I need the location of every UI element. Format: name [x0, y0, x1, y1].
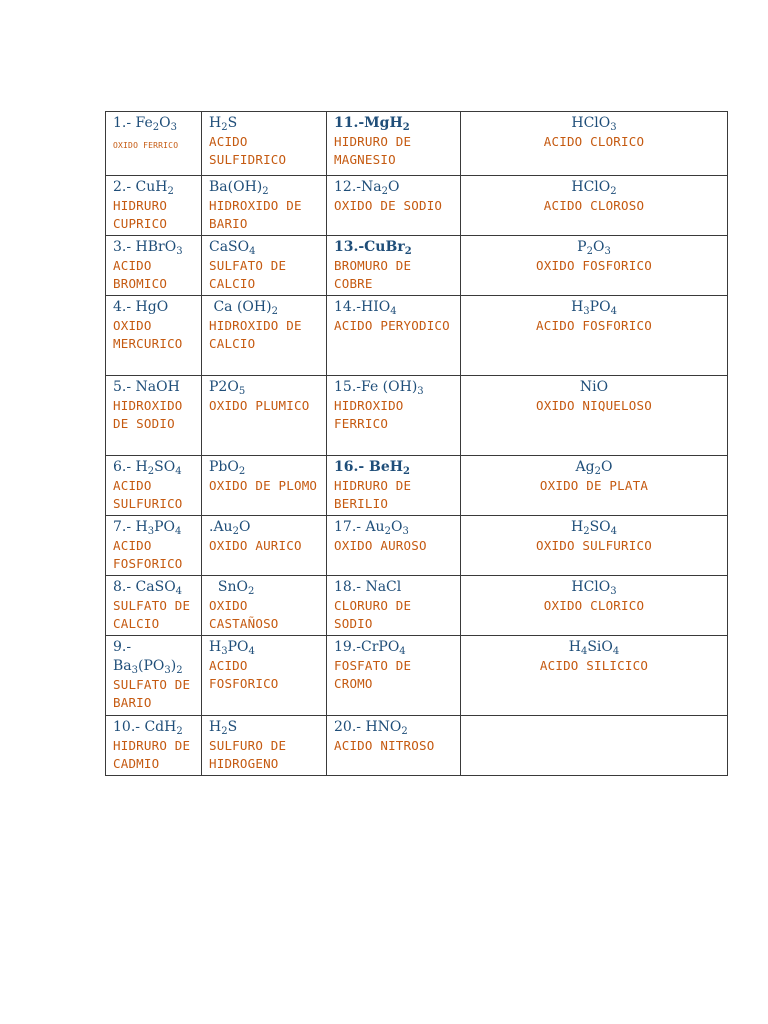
formula-text: H [571, 299, 584, 315]
formula-text: 17.- Au [334, 519, 385, 535]
formula-text: Ca (OH) [209, 299, 272, 315]
compound-cell [106, 516, 202, 576]
compound-name: HIDRURO DE BERILIO [334, 478, 412, 511]
compound-name: HIDROXIDO DE CALCIO [209, 318, 302, 351]
formula-text: 19.-CrPO [334, 639, 400, 655]
compound-formula [464, 298, 724, 317]
formula-subscript: 3 [221, 646, 228, 657]
compound-formula [209, 578, 323, 597]
formula-subscript: 2 [583, 526, 590, 537]
formula-text: .Au [209, 519, 233, 535]
formula-subscript: 2 [384, 526, 391, 537]
compound-cell [327, 516, 461, 576]
formula-subscript: 4 [580, 646, 588, 657]
compound-formula [209, 298, 323, 317]
formula-subscript: 2 [610, 186, 617, 197]
formula-text: SnO [209, 579, 248, 595]
formula-subscript: 2 [167, 186, 174, 197]
compound-name: ACIDO SILICICO [539, 658, 649, 673]
formula-subscript: 4 [175, 526, 182, 537]
compound-cell [106, 636, 202, 716]
compound-cell [327, 112, 461, 176]
compound-cell [461, 516, 728, 576]
compound-name: BROMURO DE COBRE [334, 258, 412, 291]
compound-name: ACIDO SULFURICO [113, 478, 183, 511]
compound-formula [209, 638, 323, 657]
compound-name: OXIDO AUROSO [334, 538, 427, 553]
formula-subscript: 3 [147, 526, 155, 537]
formula-subscript: 4 [610, 306, 617, 317]
compound-formula [334, 114, 457, 133]
compound-name: OXIDO CLORICO [543, 598, 645, 613]
formula-text: H [209, 115, 222, 131]
compound-name: OXIDO DE PLOMO [209, 478, 318, 493]
compound-cell [461, 176, 728, 236]
formula-subscript: 4 [175, 466, 182, 477]
compound-name: ACIDO CLOROSO [543, 198, 645, 213]
formula-subscript: 2 [381, 186, 388, 197]
compound-formula [113, 458, 198, 477]
compound-cell [106, 236, 202, 296]
formula-text: PO [154, 519, 176, 535]
formula-subscript: 2 [232, 526, 239, 537]
compound-cell [106, 376, 202, 456]
compound-cell [202, 176, 327, 236]
formula-subscript: 2 [238, 466, 246, 477]
compound-formula [209, 114, 323, 133]
formula-text: Ba(OH) [209, 179, 263, 195]
compound-formula [334, 298, 457, 317]
formula-text: 10.- CdH [113, 719, 177, 735]
compound-cell [327, 376, 461, 456]
compound-cell [202, 636, 327, 716]
compound-formula [334, 458, 457, 477]
compound-formula [209, 718, 323, 737]
nomenclature-table-body [106, 112, 728, 776]
compound-formula [464, 378, 724, 397]
formula-text: PO [227, 639, 249, 655]
formula-text: SO [154, 459, 176, 475]
compound-cell [202, 716, 327, 776]
compound-name: SULFATO DE CALCIO [113, 598, 191, 631]
formula-text: P [577, 239, 587, 255]
compound-name: OXIDO DE SODIO [334, 198, 443, 213]
compound-cell [202, 296, 327, 376]
compound-name: OXIDO DE PLATA [539, 478, 649, 493]
compound-formula [464, 238, 724, 257]
formula-subscript: 3 [583, 306, 590, 317]
formula-subscript: 2 [221, 122, 228, 133]
formula-subscript: 2 [402, 122, 410, 133]
formula-subscript: 2 [586, 246, 593, 257]
formula-text: SiO [587, 639, 613, 655]
formula-text: O [238, 519, 251, 535]
compound-cell [327, 296, 461, 376]
formula-text: 12.-Na [334, 179, 382, 195]
formula-subscript: 3 [610, 586, 617, 597]
compound-name: HIDRURO CUPRICO [113, 198, 168, 231]
formula-subscript: 4 [175, 586, 183, 597]
compound-cell [461, 296, 728, 376]
compound-formula [334, 238, 457, 257]
compound-cell [327, 456, 461, 516]
formula-subscript: 2 [152, 122, 160, 133]
compound-cell [327, 236, 461, 296]
formula-text: SO [589, 519, 611, 535]
formula-subscript: 2 [262, 186, 269, 197]
formula-subscript: 2 [404, 246, 412, 257]
table-row [106, 716, 728, 776]
formula-subscript: 4 [610, 526, 618, 537]
compound-name: ACIDO FOSFORICO [536, 318, 652, 333]
compound-name: CLORURO DE SODIO [334, 598, 412, 631]
compound-cell [461, 576, 728, 636]
formula-text: 8.- CaSO [113, 579, 176, 595]
compound-formula [209, 458, 323, 477]
table-row [106, 516, 728, 576]
compound-formula [334, 518, 457, 537]
formula-text: 11.-MgH [334, 115, 403, 131]
compound-name: OXIDO SULFURICO [536, 538, 652, 553]
table-row [106, 456, 728, 516]
formula-text: ) [170, 658, 177, 674]
compound-formula [464, 638, 724, 657]
compound-cell [327, 576, 461, 636]
formula-subscript: 3 [164, 665, 171, 676]
formula-subscript: 3 [417, 386, 424, 397]
compound-formula [113, 718, 198, 737]
compound-formula [113, 178, 198, 197]
compound-name: ACIDO FOSFORICO [209, 658, 279, 691]
compound-formula [113, 298, 198, 317]
compound-name: ACIDO CLORICO [543, 134, 645, 149]
formula-subscript: 4 [249, 246, 256, 257]
formula-text: PO [589, 299, 611, 315]
compound-name: ACIDO PERYODICO [334, 318, 450, 333]
formula-text: 7.- H [113, 519, 148, 535]
formula-text: 20.- HNO [334, 719, 402, 735]
table-row [106, 636, 728, 716]
formula-text: 18.- NaCl [334, 579, 402, 595]
formula-subscript: 2 [221, 726, 228, 737]
formula-text: 9.- [113, 639, 132, 655]
formula-text: Ba [113, 658, 132, 674]
formula-subscript: 4 [248, 646, 255, 657]
formula-text: 1.- Fe [113, 115, 153, 131]
compound-cell [461, 376, 728, 456]
formula-subscript: 2 [401, 726, 408, 737]
compound-name: ACIDO NITROSO [334, 738, 435, 753]
formula-subscript: 3 [402, 526, 409, 537]
compound-cell [327, 176, 461, 236]
compound-name: SULFURO DE HIDROGENO [209, 738, 287, 771]
compound-cell [202, 376, 327, 456]
compound-name: ACIDO BROMICO [113, 258, 168, 291]
compound-cell [461, 112, 728, 176]
compound-name: HIDROXIDO DE SODIO [113, 398, 183, 431]
formula-subscript: 2 [594, 466, 601, 477]
compound-cell [106, 176, 202, 236]
formula-subscript: 3 [610, 122, 617, 133]
formula-subscript: 4 [390, 306, 397, 317]
compound-cell [461, 636, 728, 716]
formula-subscript: 3 [131, 665, 139, 676]
formula-text: O [387, 179, 400, 195]
compound-name: FOSFATO DE CROMO [334, 658, 412, 691]
compound-cell [106, 576, 202, 636]
compound-formula [113, 578, 198, 597]
compound-name: SULFATO DE BARIO [113, 677, 191, 710]
compound-formula [464, 578, 724, 597]
formula-text: O [159, 115, 171, 131]
compound-cell [461, 456, 728, 516]
formula-subscript: 5 [238, 386, 246, 397]
formula-text: 5.- NaOH [113, 379, 180, 395]
compound-name: OXIDO FOSFORICO [536, 258, 652, 273]
formula-subscript: 2 [271, 306, 278, 317]
formula-text: 4.- HgO [113, 299, 169, 315]
compound-formula [334, 638, 457, 657]
compound-name: HIDRURO DE CADMIO [113, 738, 191, 771]
compound-cell [106, 112, 202, 176]
formula-text: O [592, 239, 605, 255]
formula-text: 2.- CuH [113, 179, 168, 195]
compound-formula [464, 178, 724, 197]
compound-formula [209, 518, 323, 537]
formula-text: H [568, 639, 581, 655]
formula-text: 15.-Fe (OH) [334, 379, 418, 395]
compound-formula [464, 518, 724, 537]
nomenclature-table [105, 111, 728, 776]
compound-formula [113, 518, 198, 537]
formula-subscript: 2 [176, 726, 183, 737]
compound-cell [106, 716, 202, 776]
formula-subscript: 2 [248, 586, 255, 597]
table-row [106, 576, 728, 636]
formula-text: H [570, 519, 584, 535]
formula-subscript: 4 [399, 646, 406, 657]
compound-formula [113, 238, 198, 257]
compound-cell [461, 716, 728, 776]
compound-name: OXIDO FERRICO [113, 141, 179, 150]
table-row [106, 296, 728, 376]
compound-cell [202, 236, 327, 296]
compound-name: OXIDO AURICO [209, 538, 302, 553]
formula-subscript: 2 [176, 665, 183, 676]
compound-name: OXIDO NIQUELOSO [536, 398, 652, 413]
formula-text: S [227, 115, 238, 131]
compound-formula [334, 178, 457, 197]
compound-name: OXIDO PLUMICO [209, 398, 310, 413]
formula-text: NiO [579, 379, 609, 395]
compound-formula [113, 638, 198, 676]
formula-text: P2O [209, 379, 239, 395]
compound-name: HIDROXIDO DE BARIO [209, 198, 302, 231]
table-row [106, 236, 728, 296]
formula-text: HClO [571, 179, 611, 195]
formula-text: 3.- HBrO [113, 239, 177, 255]
formula-text: (PO [138, 658, 165, 674]
formula-subscript: 2 [147, 466, 155, 477]
compound-name: OXIDO MERCURICO [113, 318, 183, 351]
table-row [106, 112, 728, 176]
compound-formula [209, 378, 323, 397]
formula-text: O [390, 519, 403, 535]
table-row [106, 376, 728, 456]
compound-cell [202, 576, 327, 636]
formula-subscript: 3 [176, 246, 183, 257]
compound-cell [202, 456, 327, 516]
formula-text: CaSO [209, 239, 250, 255]
compound-name: SULFATO DE CALCIO [209, 258, 287, 291]
compound-cell [202, 516, 327, 576]
compound-cell [327, 716, 461, 776]
compound-name: OXIDO CASTAÑOSO [209, 598, 279, 631]
compound-formula [464, 458, 724, 477]
compound-cell [106, 456, 202, 516]
compound-formula [113, 378, 198, 397]
compound-cell [106, 296, 202, 376]
formula-text: S [227, 719, 238, 735]
compound-formula [113, 114, 198, 133]
compound-name: ACIDO SULFIDRICO [209, 134, 287, 167]
compound-name: ACIDO FOSFORICO [113, 538, 183, 571]
compound-name: HIDROXIDO FERRICO [334, 398, 404, 431]
formula-text: HClO [571, 115, 611, 131]
compound-formula [334, 578, 457, 597]
formula-text: PbO [209, 459, 239, 475]
compound-formula [334, 718, 457, 737]
compound-formula [209, 238, 323, 257]
compound-formula [334, 378, 457, 397]
formula-text: Ag [575, 459, 595, 475]
formula-subscript: 3 [604, 246, 611, 257]
formula-text: H [209, 719, 222, 735]
formula-text: 16.- BeH [334, 459, 404, 475]
compound-cell [327, 636, 461, 716]
formula-text: O [600, 459, 613, 475]
compound-cell [461, 236, 728, 296]
compound-formula [209, 178, 323, 197]
formula-subscript: 4 [612, 646, 620, 657]
formula-text: H [209, 639, 222, 655]
compound-cell [202, 112, 327, 176]
formula-text: 14.-HIO [334, 299, 391, 315]
formula-text: 6.- H [113, 459, 148, 475]
formula-subscript: 3 [170, 122, 178, 133]
compound-formula [464, 114, 724, 133]
formula-text: HClO [571, 579, 611, 595]
formula-subscript: 2 [403, 466, 410, 477]
table-row [106, 176, 728, 236]
compound-name: HIDRURO DE MAGNESIO [334, 134, 412, 167]
formula-text: 13.-CuBr [334, 239, 405, 255]
